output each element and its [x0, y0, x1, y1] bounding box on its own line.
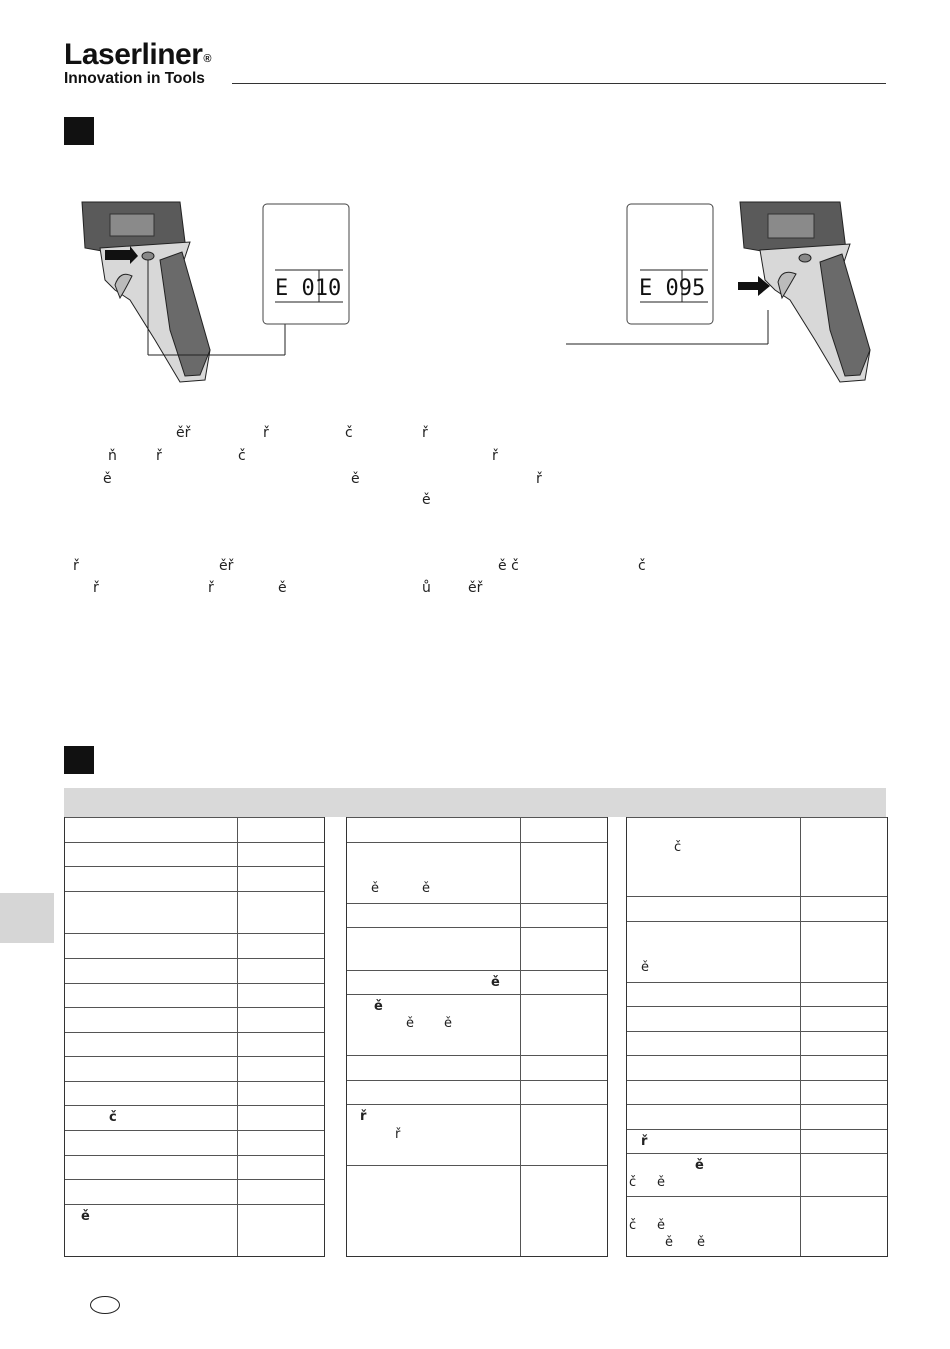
table-row: [627, 982, 887, 1006]
table-row: [65, 1155, 324, 1179]
table-row: [65, 1056, 324, 1081]
table-row: [347, 817, 607, 842]
table-row: [65, 1179, 324, 1204]
text-fragment: ř: [422, 425, 428, 441]
table-header: [64, 788, 886, 817]
cell-text: ř: [641, 1134, 648, 1149]
lcd-display-left: [263, 204, 349, 324]
text-fragment: ěř: [468, 580, 483, 596]
table-row: [627, 1153, 887, 1196]
table-row: [627, 817, 887, 896]
table-row: [347, 1080, 607, 1104]
table-row: [65, 1204, 324, 1256]
spec-table-col1: [64, 817, 325, 1257]
text-fragment: ě: [103, 471, 112, 487]
table-row: [627, 921, 887, 982]
text-fragment: ř: [93, 580, 99, 596]
table-row: [627, 1104, 887, 1129]
table-row: [347, 842, 607, 903]
cell-text: ě: [641, 960, 649, 975]
text-fragment: ř: [263, 425, 269, 441]
device-figure: [60, 190, 890, 390]
cell-text: ě: [406, 1016, 414, 1031]
table-row: [65, 1130, 324, 1155]
cell-text: ě: [665, 1235, 673, 1250]
text-fragment: ů: [422, 580, 431, 596]
text-fragment: ě: [422, 492, 431, 508]
text-fragment: č: [238, 448, 246, 464]
cell-text: ě: [697, 1235, 705, 1250]
chapter-tab: [0, 893, 54, 943]
text-fragment: ěř: [219, 558, 234, 574]
cell-text: ě: [444, 1016, 452, 1031]
text-fragment: ř: [156, 448, 162, 464]
table-row: [347, 970, 607, 994]
table-row: [627, 1055, 887, 1080]
table-row: [65, 866, 324, 891]
text-fragment: ř: [536, 471, 542, 487]
cell-text: ř: [395, 1127, 401, 1142]
table-row: [627, 1196, 887, 1256]
table-row: [627, 1006, 887, 1031]
cell-text: ě: [371, 881, 379, 896]
table-row: [65, 1007, 324, 1032]
cell-text: č: [629, 1175, 637, 1190]
text-fragment: ř: [492, 448, 498, 464]
table-row: [65, 842, 324, 866]
header-rule: [232, 83, 886, 84]
table-row: [65, 1032, 324, 1056]
text-fragment: ě č: [498, 558, 519, 574]
lcd-reading-left: E 010: [275, 276, 342, 301]
text-fragment: ě: [351, 471, 360, 487]
thermometer-left-illustration: [82, 202, 285, 382]
cell-text: č: [629, 1218, 637, 1233]
spec-table-col3: [626, 817, 888, 1257]
text-fragment: ř: [208, 580, 214, 596]
cell-text: ě: [491, 975, 500, 990]
cell-text: ě: [657, 1218, 665, 1233]
cell-text: ě: [374, 999, 383, 1014]
cell-text: ě: [657, 1175, 665, 1190]
spec-table-col2: [346, 817, 608, 1257]
table-row: [65, 983, 324, 1007]
thermometer-right-illustration: [738, 202, 870, 382]
table-row: [627, 1031, 887, 1055]
text-fragment: ěř: [176, 425, 191, 441]
table-row: [65, 933, 324, 958]
language-badge: [90, 1296, 120, 1314]
brand-logo: Laserliner®: [64, 38, 212, 71]
table-row: [65, 1105, 324, 1130]
lcd-reading-right: E 095: [639, 276, 706, 301]
cell-text: č: [109, 1110, 117, 1125]
cell-text: ě: [422, 881, 430, 896]
table-row: [65, 958, 324, 983]
table-row: [65, 817, 324, 842]
table-row: [627, 896, 887, 921]
text-fragment: ň: [108, 448, 117, 464]
table-row: [347, 903, 607, 927]
table-row: [347, 1104, 607, 1165]
lcd-display-right: [627, 204, 713, 324]
section-marker: [64, 117, 94, 145]
table-row: [347, 927, 607, 970]
table-row: [65, 891, 324, 933]
brand-tagline: Innovation in Tools: [64, 70, 205, 87]
table-row: [347, 1165, 607, 1256]
table-row: [347, 994, 607, 1055]
cell-text: ř: [360, 1109, 367, 1124]
table-row: [627, 1129, 887, 1153]
section-marker: [64, 746, 94, 774]
cell-text: č: [674, 840, 682, 855]
table-row: [65, 1081, 324, 1105]
text-fragment: č: [638, 558, 646, 574]
cell-text: ě: [81, 1209, 90, 1224]
text-fragment: ě: [278, 580, 287, 596]
table-row: [627, 1080, 887, 1104]
cell-text: ě: [695, 1158, 704, 1173]
table-row: [347, 1055, 607, 1080]
text-fragment: č: [345, 425, 353, 441]
text-fragment: ř: [73, 558, 79, 574]
